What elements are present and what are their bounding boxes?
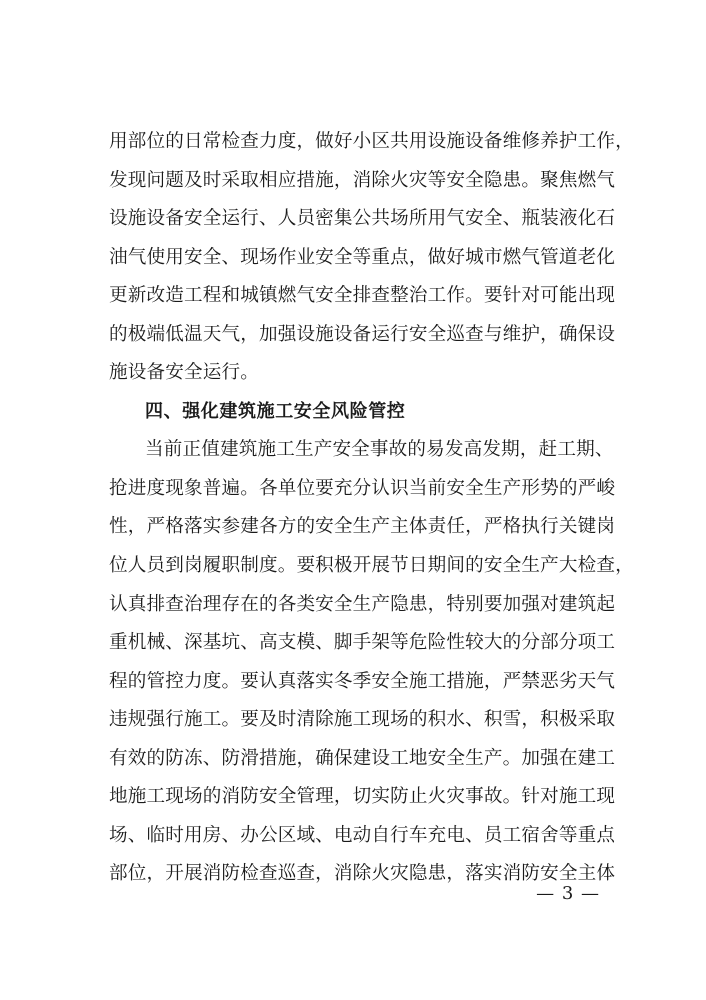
body-line-17: 有效的防冻、防滑措施，确保建设工地安全生产。加强在建工 bbox=[109, 747, 616, 769]
page-number: — 3 — bbox=[536, 883, 600, 904]
document-body bbox=[109, 123, 634, 894]
body-line-16: 违规强行施工。要及时清除施工现场的积水、积雪，积极采取 bbox=[109, 709, 616, 731]
body-line-11: 性，严格落实参建各方的安全生产主体责任，严格执行关键岗 bbox=[109, 516, 616, 538]
body-line-3: 设施设备安全运行、人员密集公共场所用气安全、瓶装液化石 bbox=[109, 208, 616, 230]
body-line-19: 场、临时用房、办公区域、电动自行车充电、员工宿舍等重点 bbox=[109, 824, 616, 846]
body-line-4: 油气使用安全、现场作业安全等重点，做好城市燃气管道老化 bbox=[109, 246, 616, 268]
body-line-15: 程的管控力度。要认真落实冬季安全施工措施，严禁恶劣天气 bbox=[109, 670, 616, 692]
body-line-9: 当前正值建筑施工生产安全事故的易发高发期，赶工期、 bbox=[145, 439, 614, 461]
body-line-6: 的极端低温天气，加强设施设备运行安全巡查与维护，确保设 bbox=[109, 323, 616, 345]
body-line-12: 位人员到岗履职制度。要积极开展节日期间的安全生产大检查， bbox=[109, 555, 634, 577]
body-line-18: 地施工现场的消防安全管理，切实防止火灾事故。针对施工现 bbox=[109, 786, 616, 808]
body-line-1: 用部位的日常检查力度，做好小区共用设施设备维修养护工作， bbox=[109, 131, 634, 152]
body-line-14: 重机械、深基坑、高支模、脚手架等危险性较大的分部分项工 bbox=[109, 632, 616, 654]
body-line-20: 部位，开展消防检查巡查，消除火灾隐患，落实消防安全主体 bbox=[109, 863, 616, 885]
body-line-7: 施设备安全运行。 bbox=[109, 362, 259, 384]
section-heading: 四、强化建筑施工安全风险管控 bbox=[145, 400, 406, 422]
body-line-5: 更新改造工程和城镇燃气安全排查整治工作。要针对可能出现 bbox=[109, 285, 616, 307]
body-line-13: 认真排查治理存在的各类安全生产隐患，特别要加强对建筑起 bbox=[109, 593, 616, 615]
body-line-2: 发现问题及时采取相应措施，消除火灾等安全隐患。聚焦燃气 bbox=[109, 169, 616, 191]
body-line-10: 抢进度现象普遍。各单位要充分认识当前安全生产形势的严峻 bbox=[109, 477, 616, 499]
